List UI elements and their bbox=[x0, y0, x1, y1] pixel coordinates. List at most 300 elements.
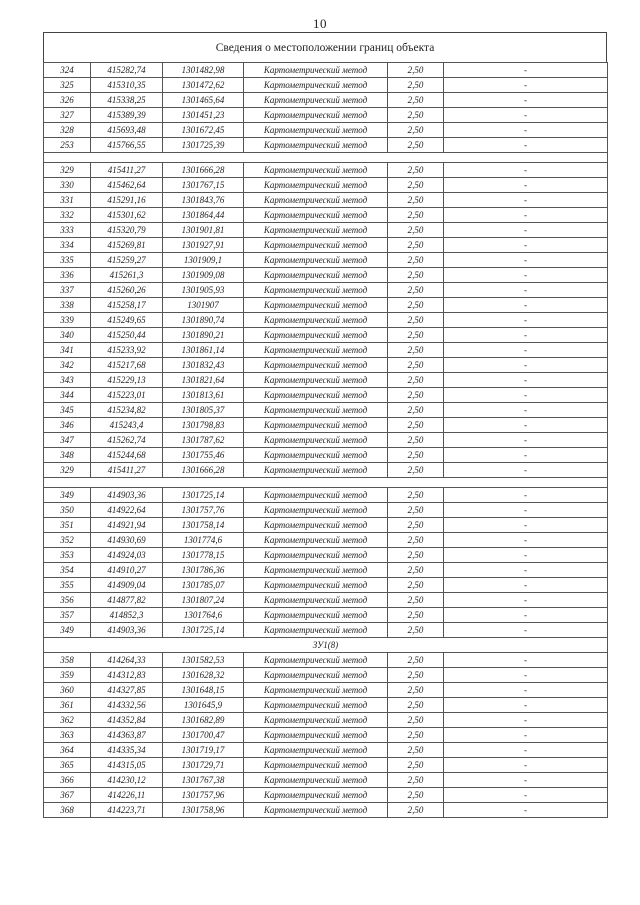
table-row bbox=[44, 518, 608, 533]
method-cell: Картометрический метод bbox=[244, 668, 388, 683]
accuracy-cell: 2,50 bbox=[388, 328, 444, 343]
accuracy-cell: 2,50 bbox=[388, 698, 444, 713]
method-cell: Картометрический метод bbox=[244, 448, 388, 463]
y-coordinate-cell: 1301785,07 bbox=[163, 578, 244, 593]
description-cell: - bbox=[444, 728, 608, 743]
page-number: 10 bbox=[313, 16, 327, 31]
group-separator bbox=[44, 153, 608, 163]
y-coordinate-cell: 1301778,15 bbox=[163, 548, 244, 563]
method-cell: Картометрический метод bbox=[244, 78, 388, 93]
point-number-cell: 350 bbox=[44, 503, 91, 518]
x-coordinate-cell: 415411,27 bbox=[91, 163, 163, 178]
method-cell: Картометрический метод bbox=[244, 223, 388, 238]
point-number-cell: 368 bbox=[44, 803, 91, 818]
method-cell: Картометрический метод bbox=[244, 178, 388, 193]
description-cell: - bbox=[444, 208, 608, 223]
y-coordinate-cell: 1301758,14 bbox=[163, 518, 244, 533]
point-number-cell: 364 bbox=[44, 743, 91, 758]
point-number-cell: 346 bbox=[44, 418, 91, 433]
table-row bbox=[44, 238, 608, 253]
y-coordinate-cell: 1301582,53 bbox=[163, 653, 244, 668]
accuracy-cell: 2,50 bbox=[388, 533, 444, 548]
accuracy-cell: 2,50 bbox=[388, 373, 444, 388]
method-cell: Картометрический метод bbox=[244, 593, 388, 608]
y-coordinate-cell: 1301767,38 bbox=[163, 773, 244, 788]
y-coordinate-cell: 1301905,93 bbox=[163, 283, 244, 298]
y-coordinate-cell: 1301861,14 bbox=[163, 343, 244, 358]
y-coordinate-cell: 1301813,61 bbox=[163, 388, 244, 403]
y-coordinate-cell: 1301843,76 bbox=[163, 193, 244, 208]
method-cell: Картометрический метод bbox=[244, 238, 388, 253]
x-coordinate-cell: 415269,81 bbox=[91, 238, 163, 253]
x-coordinate-cell: 414903,36 bbox=[91, 488, 163, 503]
table-row bbox=[44, 743, 608, 758]
method-cell: Картометрический метод bbox=[244, 138, 388, 153]
table-row bbox=[44, 488, 608, 503]
description-cell: - bbox=[444, 163, 608, 178]
point-number-cell: 357 bbox=[44, 608, 91, 623]
table-row bbox=[44, 343, 608, 358]
description-cell: - bbox=[444, 653, 608, 668]
coordinates-table bbox=[43, 62, 608, 818]
table-row bbox=[44, 788, 608, 803]
accuracy-cell: 2,50 bbox=[388, 63, 444, 78]
y-coordinate-cell: 1301786,36 bbox=[163, 563, 244, 578]
table-row bbox=[44, 503, 608, 518]
accuracy-cell: 2,50 bbox=[388, 623, 444, 638]
point-number-cell: 326 bbox=[44, 93, 91, 108]
accuracy-cell: 2,50 bbox=[388, 713, 444, 728]
point-number-cell: 351 bbox=[44, 518, 91, 533]
x-coordinate-cell: 414230,12 bbox=[91, 773, 163, 788]
x-coordinate-cell: 415310,35 bbox=[91, 78, 163, 93]
description-cell: - bbox=[444, 343, 608, 358]
y-coordinate-cell: 1301682,89 bbox=[163, 713, 244, 728]
point-number-cell: 353 bbox=[44, 548, 91, 563]
method-cell: Картометрический метод bbox=[244, 63, 388, 78]
table-row bbox=[44, 193, 608, 208]
table-row bbox=[44, 418, 608, 433]
description-cell: - bbox=[444, 108, 608, 123]
method-cell: Картометрический метод bbox=[244, 313, 388, 328]
method-cell: Картометрический метод bbox=[244, 108, 388, 123]
x-coordinate-cell: 415411,27 bbox=[91, 463, 163, 478]
point-number-cell: 340 bbox=[44, 328, 91, 343]
method-cell: Картометрический метод bbox=[244, 608, 388, 623]
point-number-cell: 347 bbox=[44, 433, 91, 448]
x-coordinate-cell: 414930,69 bbox=[91, 533, 163, 548]
y-coordinate-cell: 1301821,64 bbox=[163, 373, 244, 388]
description-cell: - bbox=[444, 488, 608, 503]
table-row bbox=[44, 448, 608, 463]
y-coordinate-cell: 1301666,28 bbox=[163, 463, 244, 478]
point-number-cell: 365 bbox=[44, 758, 91, 773]
method-cell: Картометрический метод bbox=[244, 433, 388, 448]
accuracy-cell: 2,50 bbox=[388, 668, 444, 683]
x-coordinate-cell: 414327,85 bbox=[91, 683, 163, 698]
description-cell: - bbox=[444, 78, 608, 93]
table-row bbox=[44, 93, 608, 108]
method-cell: Картометрический метод bbox=[244, 503, 388, 518]
method-cell: Картометрический метод bbox=[244, 388, 388, 403]
point-number-cell: 362 bbox=[44, 713, 91, 728]
y-coordinate-cell: 1301758,96 bbox=[163, 803, 244, 818]
x-coordinate-cell: 414264,33 bbox=[91, 653, 163, 668]
accuracy-cell: 2,50 bbox=[388, 683, 444, 698]
method-cell: Картометрический метод bbox=[244, 653, 388, 668]
table-row bbox=[44, 403, 608, 418]
accuracy-cell: 2,50 bbox=[388, 758, 444, 773]
y-coordinate-cell: 1301757,76 bbox=[163, 503, 244, 518]
description-cell: - bbox=[444, 373, 608, 388]
method-cell: Картометрический метод bbox=[244, 728, 388, 743]
y-coordinate-cell: 1301451,23 bbox=[163, 108, 244, 123]
table-row bbox=[44, 728, 608, 743]
table-row bbox=[44, 328, 608, 343]
x-coordinate-cell: 415259,27 bbox=[91, 253, 163, 268]
accuracy-cell: 2,50 bbox=[388, 208, 444, 223]
group-separator-row bbox=[44, 478, 608, 488]
y-coordinate-cell: 1301767,15 bbox=[163, 178, 244, 193]
x-coordinate-cell: 415250,44 bbox=[91, 328, 163, 343]
accuracy-cell: 2,50 bbox=[388, 593, 444, 608]
method-cell: Картометрический метод bbox=[244, 803, 388, 818]
point-number-cell: 333 bbox=[44, 223, 91, 238]
point-number-cell: 358 bbox=[44, 653, 91, 668]
point-number-cell: 342 bbox=[44, 358, 91, 373]
table-title: Сведения о местоположении границ объекта bbox=[43, 32, 607, 62]
y-coordinate-cell: 1301725,14 bbox=[163, 488, 244, 503]
table-row bbox=[44, 223, 608, 238]
x-coordinate-cell: 415291,16 bbox=[91, 193, 163, 208]
y-coordinate-cell: 1301729,71 bbox=[163, 758, 244, 773]
table-row bbox=[44, 698, 608, 713]
y-coordinate-cell: 1301666,28 bbox=[163, 163, 244, 178]
y-coordinate-cell: 1301774,6 bbox=[163, 533, 244, 548]
accuracy-cell: 2,50 bbox=[388, 608, 444, 623]
point-number-cell: 338 bbox=[44, 298, 91, 313]
point-number-cell: 360 bbox=[44, 683, 91, 698]
table-row bbox=[44, 563, 608, 578]
description-cell: - bbox=[444, 668, 608, 683]
method-cell: Картометрический метод bbox=[244, 713, 388, 728]
description-cell: - bbox=[444, 433, 608, 448]
description-cell: - bbox=[444, 193, 608, 208]
y-coordinate-cell: 1301482,98 bbox=[163, 63, 244, 78]
description-cell: - bbox=[444, 803, 608, 818]
point-number-cell: 253 bbox=[44, 138, 91, 153]
point-number-cell: 334 bbox=[44, 238, 91, 253]
accuracy-cell: 2,50 bbox=[388, 788, 444, 803]
point-number-cell: 330 bbox=[44, 178, 91, 193]
accuracy-cell: 2,50 bbox=[388, 108, 444, 123]
method-cell: Картометрический метод bbox=[244, 328, 388, 343]
method-cell: Картометрический метод bbox=[244, 343, 388, 358]
x-coordinate-cell: 415258,17 bbox=[91, 298, 163, 313]
y-coordinate-cell: 1301832,43 bbox=[163, 358, 244, 373]
description-cell: - bbox=[444, 563, 608, 578]
y-coordinate-cell: 1301465,64 bbox=[163, 93, 244, 108]
x-coordinate-cell: 415301,62 bbox=[91, 208, 163, 223]
description-cell: - bbox=[444, 623, 608, 638]
table-row bbox=[44, 548, 608, 563]
y-coordinate-cell: 1301725,14 bbox=[163, 623, 244, 638]
accuracy-cell: 2,50 bbox=[388, 403, 444, 418]
method-cell: Картометрический метод bbox=[244, 208, 388, 223]
accuracy-cell: 2,50 bbox=[388, 253, 444, 268]
accuracy-cell: 2,50 bbox=[388, 463, 444, 478]
method-cell: Картометрический метод bbox=[244, 788, 388, 803]
table-row bbox=[44, 668, 608, 683]
accuracy-cell: 2,50 bbox=[388, 488, 444, 503]
x-coordinate-cell: 415389,39 bbox=[91, 108, 163, 123]
x-coordinate-cell: 415243,4 bbox=[91, 418, 163, 433]
x-coordinate-cell: 414223,71 bbox=[91, 803, 163, 818]
method-cell: Картометрический метод bbox=[244, 758, 388, 773]
method-cell: Картометрический метод bbox=[244, 488, 388, 503]
method-cell: Картометрический метод bbox=[244, 623, 388, 638]
method-cell: Картометрический метод bbox=[244, 463, 388, 478]
method-cell: Картометрический метод bbox=[244, 403, 388, 418]
description-cell: - bbox=[444, 713, 608, 728]
accuracy-cell: 2,50 bbox=[388, 418, 444, 433]
accuracy-cell: 2,50 bbox=[388, 138, 444, 153]
description-cell: - bbox=[444, 608, 608, 623]
accuracy-cell: 2,50 bbox=[388, 503, 444, 518]
point-number-cell: 336 bbox=[44, 268, 91, 283]
table-row bbox=[44, 758, 608, 773]
x-coordinate-cell: 415766,55 bbox=[91, 138, 163, 153]
point-number-cell: 341 bbox=[44, 343, 91, 358]
point-number-cell: 335 bbox=[44, 253, 91, 268]
y-coordinate-cell: 1301645,9 bbox=[163, 698, 244, 713]
y-coordinate-cell: 1301787,62 bbox=[163, 433, 244, 448]
table-row bbox=[44, 653, 608, 668]
table-row bbox=[44, 463, 608, 478]
description-cell: - bbox=[444, 578, 608, 593]
point-number-cell: 327 bbox=[44, 108, 91, 123]
description-cell: - bbox=[444, 683, 608, 698]
accuracy-cell: 2,50 bbox=[388, 193, 444, 208]
description-cell: - bbox=[444, 388, 608, 403]
point-number-cell: 367 bbox=[44, 788, 91, 803]
accuracy-cell: 2,50 bbox=[388, 178, 444, 193]
x-coordinate-cell: 414924,03 bbox=[91, 548, 163, 563]
x-coordinate-cell: 414921,94 bbox=[91, 518, 163, 533]
table-row bbox=[44, 163, 608, 178]
table-row bbox=[44, 253, 608, 268]
x-coordinate-cell: 415229,13 bbox=[91, 373, 163, 388]
table-row bbox=[44, 593, 608, 608]
point-number-cell: 361 bbox=[44, 698, 91, 713]
x-coordinate-cell: 414332,56 bbox=[91, 698, 163, 713]
y-coordinate-cell: 1301719,17 bbox=[163, 743, 244, 758]
accuracy-cell: 2,50 bbox=[388, 773, 444, 788]
table-row bbox=[44, 138, 608, 153]
method-cell: Картометрический метод bbox=[244, 773, 388, 788]
description-cell: - bbox=[444, 138, 608, 153]
table-row bbox=[44, 108, 608, 123]
description-cell: - bbox=[444, 593, 608, 608]
point-number-cell: 328 bbox=[44, 123, 91, 138]
method-cell: Картометрический метод bbox=[244, 123, 388, 138]
y-coordinate-cell: 1301805,37 bbox=[163, 403, 244, 418]
point-number-cell: 355 bbox=[44, 578, 91, 593]
description-cell: - bbox=[444, 533, 608, 548]
accuracy-cell: 2,50 bbox=[388, 388, 444, 403]
method-cell: Картометрический метод bbox=[244, 253, 388, 268]
table-row bbox=[44, 208, 608, 223]
description-cell: - bbox=[444, 773, 608, 788]
y-coordinate-cell: 1301909,1 bbox=[163, 253, 244, 268]
x-coordinate-cell: 415262,74 bbox=[91, 433, 163, 448]
point-number-cell: 366 bbox=[44, 773, 91, 788]
accuracy-cell: 2,50 bbox=[388, 743, 444, 758]
x-coordinate-cell: 415217,68 bbox=[91, 358, 163, 373]
accuracy-cell: 2,50 bbox=[388, 123, 444, 138]
description-cell: - bbox=[444, 518, 608, 533]
method-cell: Картометрический метод bbox=[244, 518, 388, 533]
y-coordinate-cell: 1301700,47 bbox=[163, 728, 244, 743]
accuracy-cell: 2,50 bbox=[388, 448, 444, 463]
method-cell: Картометрический метод bbox=[244, 193, 388, 208]
description-cell: - bbox=[444, 178, 608, 193]
description-cell: - bbox=[444, 758, 608, 773]
x-coordinate-cell: 415261,3 bbox=[91, 268, 163, 283]
description-cell: - bbox=[444, 418, 608, 433]
description-cell: - bbox=[444, 358, 608, 373]
table-row bbox=[44, 773, 608, 788]
x-coordinate-cell: 414315,05 bbox=[91, 758, 163, 773]
description-cell: - bbox=[444, 743, 608, 758]
group-label: ЗУ1(8) bbox=[44, 638, 608, 653]
point-number-cell: 354 bbox=[44, 563, 91, 578]
table-row bbox=[44, 623, 608, 638]
method-cell: Картометрический метод bbox=[244, 283, 388, 298]
table-row bbox=[44, 683, 608, 698]
point-number-cell: 344 bbox=[44, 388, 91, 403]
point-number-cell: 345 bbox=[44, 403, 91, 418]
method-cell: Картометрический метод bbox=[244, 373, 388, 388]
accuracy-cell: 2,50 bbox=[388, 78, 444, 93]
point-number-cell: 329 bbox=[44, 163, 91, 178]
description-cell: - bbox=[444, 313, 608, 328]
table-row bbox=[44, 298, 608, 313]
y-coordinate-cell: 1301764,6 bbox=[163, 608, 244, 623]
accuracy-cell: 2,50 bbox=[388, 518, 444, 533]
table-row bbox=[44, 283, 608, 298]
point-number-cell: 325 bbox=[44, 78, 91, 93]
description-cell: - bbox=[444, 328, 608, 343]
description-cell: - bbox=[444, 298, 608, 313]
table-row bbox=[44, 433, 608, 448]
x-coordinate-cell: 415693,48 bbox=[91, 123, 163, 138]
x-coordinate-cell: 415338,25 bbox=[91, 93, 163, 108]
point-number-cell: 348 bbox=[44, 448, 91, 463]
description-cell: - bbox=[444, 93, 608, 108]
x-coordinate-cell: 414312,83 bbox=[91, 668, 163, 683]
table-row bbox=[44, 388, 608, 403]
description-cell: - bbox=[444, 788, 608, 803]
table-row bbox=[44, 713, 608, 728]
point-number-cell: 337 bbox=[44, 283, 91, 298]
accuracy-cell: 2,50 bbox=[388, 238, 444, 253]
accuracy-cell: 2,50 bbox=[388, 163, 444, 178]
table-row bbox=[44, 78, 608, 93]
point-number-cell: 359 bbox=[44, 668, 91, 683]
description-cell: - bbox=[444, 253, 608, 268]
accuracy-cell: 2,50 bbox=[388, 223, 444, 238]
description-cell: - bbox=[444, 123, 608, 138]
accuracy-cell: 2,50 bbox=[388, 728, 444, 743]
group-separator bbox=[44, 478, 608, 488]
accuracy-cell: 2,50 bbox=[388, 268, 444, 283]
x-coordinate-cell: 414910,27 bbox=[91, 563, 163, 578]
point-number-cell: 363 bbox=[44, 728, 91, 743]
x-coordinate-cell: 415282,74 bbox=[91, 63, 163, 78]
point-number-cell: 349 bbox=[44, 488, 91, 503]
y-coordinate-cell: 1301757,96 bbox=[163, 788, 244, 803]
x-coordinate-cell: 414922,64 bbox=[91, 503, 163, 518]
method-cell: Картометрический метод bbox=[244, 698, 388, 713]
method-cell: Картометрический метод bbox=[244, 268, 388, 283]
table-row bbox=[44, 268, 608, 283]
x-coordinate-cell: 414363,87 bbox=[91, 728, 163, 743]
x-coordinate-cell: 415249,65 bbox=[91, 313, 163, 328]
description-cell: - bbox=[444, 403, 608, 418]
accuracy-cell: 2,50 bbox=[388, 578, 444, 593]
table-row bbox=[44, 803, 608, 818]
description-cell: - bbox=[444, 548, 608, 563]
description-cell: - bbox=[444, 283, 608, 298]
method-cell: Картометрический метод bbox=[244, 533, 388, 548]
y-coordinate-cell: 1301798,83 bbox=[163, 418, 244, 433]
accuracy-cell: 2,50 bbox=[388, 343, 444, 358]
accuracy-cell: 2,50 bbox=[388, 433, 444, 448]
x-coordinate-cell: 415233,92 bbox=[91, 343, 163, 358]
accuracy-cell: 2,50 bbox=[388, 283, 444, 298]
method-cell: Картометрический метод bbox=[244, 358, 388, 373]
table-row bbox=[44, 313, 608, 328]
accuracy-cell: 2,50 bbox=[388, 358, 444, 373]
x-coordinate-cell: 415244,68 bbox=[91, 448, 163, 463]
x-coordinate-cell: 414852,3 bbox=[91, 608, 163, 623]
method-cell: Картометрический метод bbox=[244, 563, 388, 578]
x-coordinate-cell: 415260,26 bbox=[91, 283, 163, 298]
table-row bbox=[44, 178, 608, 193]
y-coordinate-cell: 1301909,08 bbox=[163, 268, 244, 283]
y-coordinate-cell: 1301927,91 bbox=[163, 238, 244, 253]
method-cell: Картометрический метод bbox=[244, 548, 388, 563]
y-coordinate-cell: 1301672,45 bbox=[163, 123, 244, 138]
accuracy-cell: 2,50 bbox=[388, 563, 444, 578]
x-coordinate-cell: 414226,11 bbox=[91, 788, 163, 803]
y-coordinate-cell: 1301907 bbox=[163, 298, 244, 313]
y-coordinate-cell: 1301725,39 bbox=[163, 138, 244, 153]
description-cell: - bbox=[444, 463, 608, 478]
point-number-cell: 343 bbox=[44, 373, 91, 388]
table-row bbox=[44, 63, 608, 78]
method-cell: Картометрический метод bbox=[244, 743, 388, 758]
x-coordinate-cell: 415234,82 bbox=[91, 403, 163, 418]
point-number-cell: 339 bbox=[44, 313, 91, 328]
x-coordinate-cell: 414877,82 bbox=[91, 593, 163, 608]
x-coordinate-cell: 415223,01 bbox=[91, 388, 163, 403]
point-number-cell: 332 bbox=[44, 208, 91, 223]
method-cell: Картометрический метод bbox=[244, 298, 388, 313]
point-number-cell: 352 bbox=[44, 533, 91, 548]
table-row bbox=[44, 608, 608, 623]
